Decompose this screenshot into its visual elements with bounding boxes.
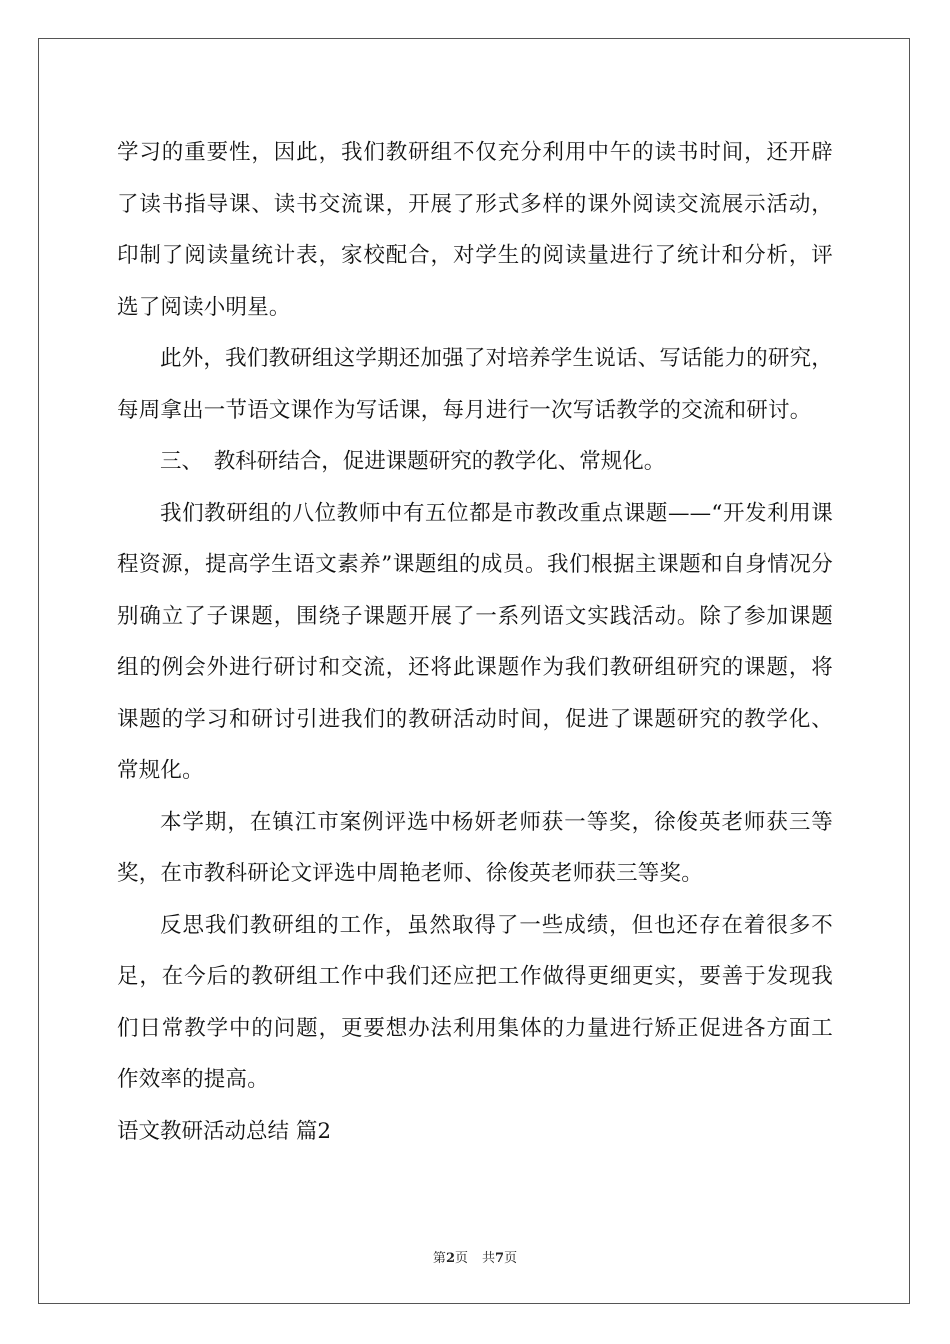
footer-total-number: 7 [495,1251,505,1266]
footer-page-number: 2 [445,1251,455,1266]
paragraph-writing-research: 此外，我们教研组这学期还加强了对培养学生说话、写话能力的研究，每周拿出一节语文课作为写话课，每月进行一次写话教学的交流和研讨。 [117,346,833,423]
footer-total-prefix: 共 [482,1251,496,1266]
document-body [117,127,833,1157]
footer-page-prefix: 第 [432,1251,446,1266]
numbered-heading-three: 三、 教科研结合，促进课题研究的教学化、常规化。 [160,449,666,474]
paragraph-awards: 本学期，在镇江市案例评选中杨妍老师获一等奖，徐俊英老师获三等奖，在市教科研论文评选中周艳老师、徐俊英老师获三等奖。 [117,809,833,886]
footer-total-suffix: 页 [504,1251,518,1266]
paragraph-research-project: 我们教研组的八位教师中有五位都是市教改重点课题——“开发利用课程资源，提高学生语文素养”课题组的成员。我们根据主课题和自身情况分别确立了子课题，围绕子课题开展了一系列语文实践活动。除了参加课题组的例会外进行研讨和交流，还将此课题作为我们教研组研究的课题，将课题的学习和研讨引进我们的教研活动时间，促进了课题研究的教学化、常规化。 [117,500,833,783]
page-footer [0,1247,950,1266]
paragraph-reflection: 反思我们教研组的工作，虽然取得了一些成绩，但也还存在着很多不足，在今后的教研组工作中我们还应把工作做得更细更实，要善于发现我们日常教学中的问题，更要想办法利用集体的力量进行矫正促进各方面工作效率的提高。 [117,912,833,1092]
paragraph-continuation: 学习的重要性，因此，我们教研组不仅充分利用中午的读书时间，还开辟了读书指导课、读书交流课，开展了形式多样的课外阅读交流展示活动，印制了阅读量统计表，家校配合，对学生的阅读量进行了统计和分析，评选了阅读小明星。 [117,140,833,320]
section-title: 语文教研活动总结 篇2 [117,1118,332,1144]
footer-page-suffix: 页 [454,1251,468,1266]
